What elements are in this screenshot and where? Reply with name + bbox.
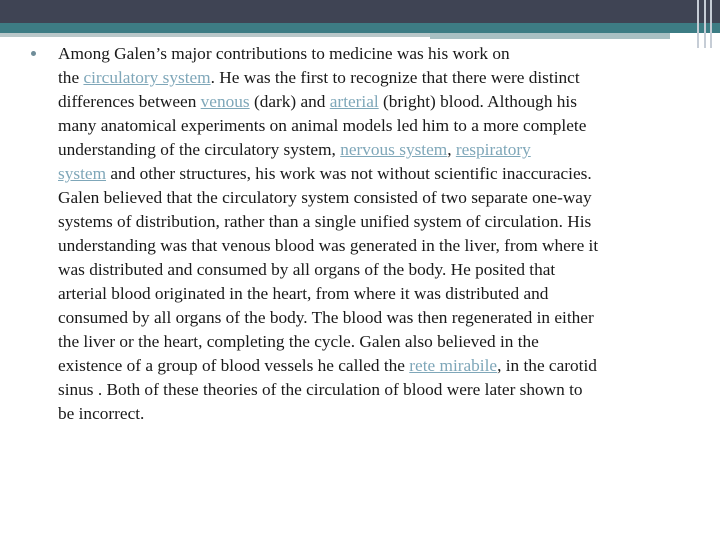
text-line: [58, 90, 708, 114]
text-span: sinus . Both of these theories of the circulation of blood were later shown to: [58, 380, 583, 399]
text-span: understanding of the circulatory system,: [58, 140, 341, 159]
text-span: existence of a group of blood vessels he called the: [58, 356, 410, 375]
text-line: [58, 282, 708, 306]
text-line: [58, 114, 708, 138]
text-line: [58, 258, 708, 282]
decorative-vertical-line: [704, 0, 706, 48]
text-line: [58, 234, 708, 258]
decorative-vertical-line: [697, 0, 699, 48]
text-span: be incorrect.: [58, 404, 145, 423]
text-line: [58, 42, 708, 66]
text-line: [58, 138, 708, 162]
text-span: the: [58, 68, 84, 87]
hyperlink[interactable]: respiratory: [455, 140, 531, 159]
text-span: . He was the first to recognize that there were distinct: [210, 68, 580, 87]
bullet-icon: [31, 51, 36, 56]
paragraph: [58, 42, 708, 426]
text-line: [58, 162, 708, 186]
text-line: [58, 210, 708, 234]
hyperlink[interactable]: system: [58, 164, 107, 183]
text-span: many anatomical experiments on animal models led him to a more complete: [58, 116, 587, 135]
text-span: differences between: [58, 92, 201, 111]
text-line: [58, 402, 708, 426]
text-line: [58, 186, 708, 210]
text-span: consumed by all organs of the body. The blood was then regenerated in either: [58, 308, 594, 327]
text-span: (bright) blood. Although his: [378, 92, 577, 111]
header-stripe-gap: [430, 39, 670, 41]
hyperlink[interactable]: nervous system: [340, 140, 448, 159]
text-span: Galen believed that the circulatory system consisted of two separate one-way: [58, 188, 592, 207]
hyperlink[interactable]: arterial: [329, 92, 379, 111]
slide-body-text: [58, 42, 708, 426]
text-span: and other structures, his work was not without scientific inaccuracies.: [106, 164, 592, 183]
header-light-stripe: [0, 33, 430, 37]
header-dark-band: [0, 0, 720, 23]
text-span: Among Galen’s major contributions to medicine was his work on: [58, 44, 510, 63]
text-span: (dark) and: [249, 92, 330, 111]
text-line: [58, 378, 708, 402]
text-span: the liver or the heart, completing the cycle. Galen also believed in the: [58, 332, 539, 351]
hyperlink[interactable]: circulatory system: [83, 68, 211, 87]
header-teal-band: [0, 23, 720, 33]
text-line: [58, 306, 708, 330]
text-line: [58, 354, 708, 378]
hyperlink[interactable]: venous: [200, 92, 250, 111]
text-line: [58, 330, 708, 354]
decorative-vertical-line: [710, 0, 712, 48]
text-span: understanding was that venous blood was generated in the liver, from where it: [58, 236, 599, 255]
hyperlink[interactable]: rete mirabile: [409, 356, 498, 375]
text-span: systems of distribution, rather than a single unified system of circulation. His: [58, 212, 592, 231]
text-span: was distributed and consumed by all organs of the body. He posited that: [58, 260, 556, 279]
text-span: ,: [447, 140, 456, 159]
text-span: , in the carotid: [497, 356, 597, 375]
text-span: arterial blood originated in the heart, from where it was distributed and: [58, 284, 549, 303]
text-line: [58, 66, 708, 90]
